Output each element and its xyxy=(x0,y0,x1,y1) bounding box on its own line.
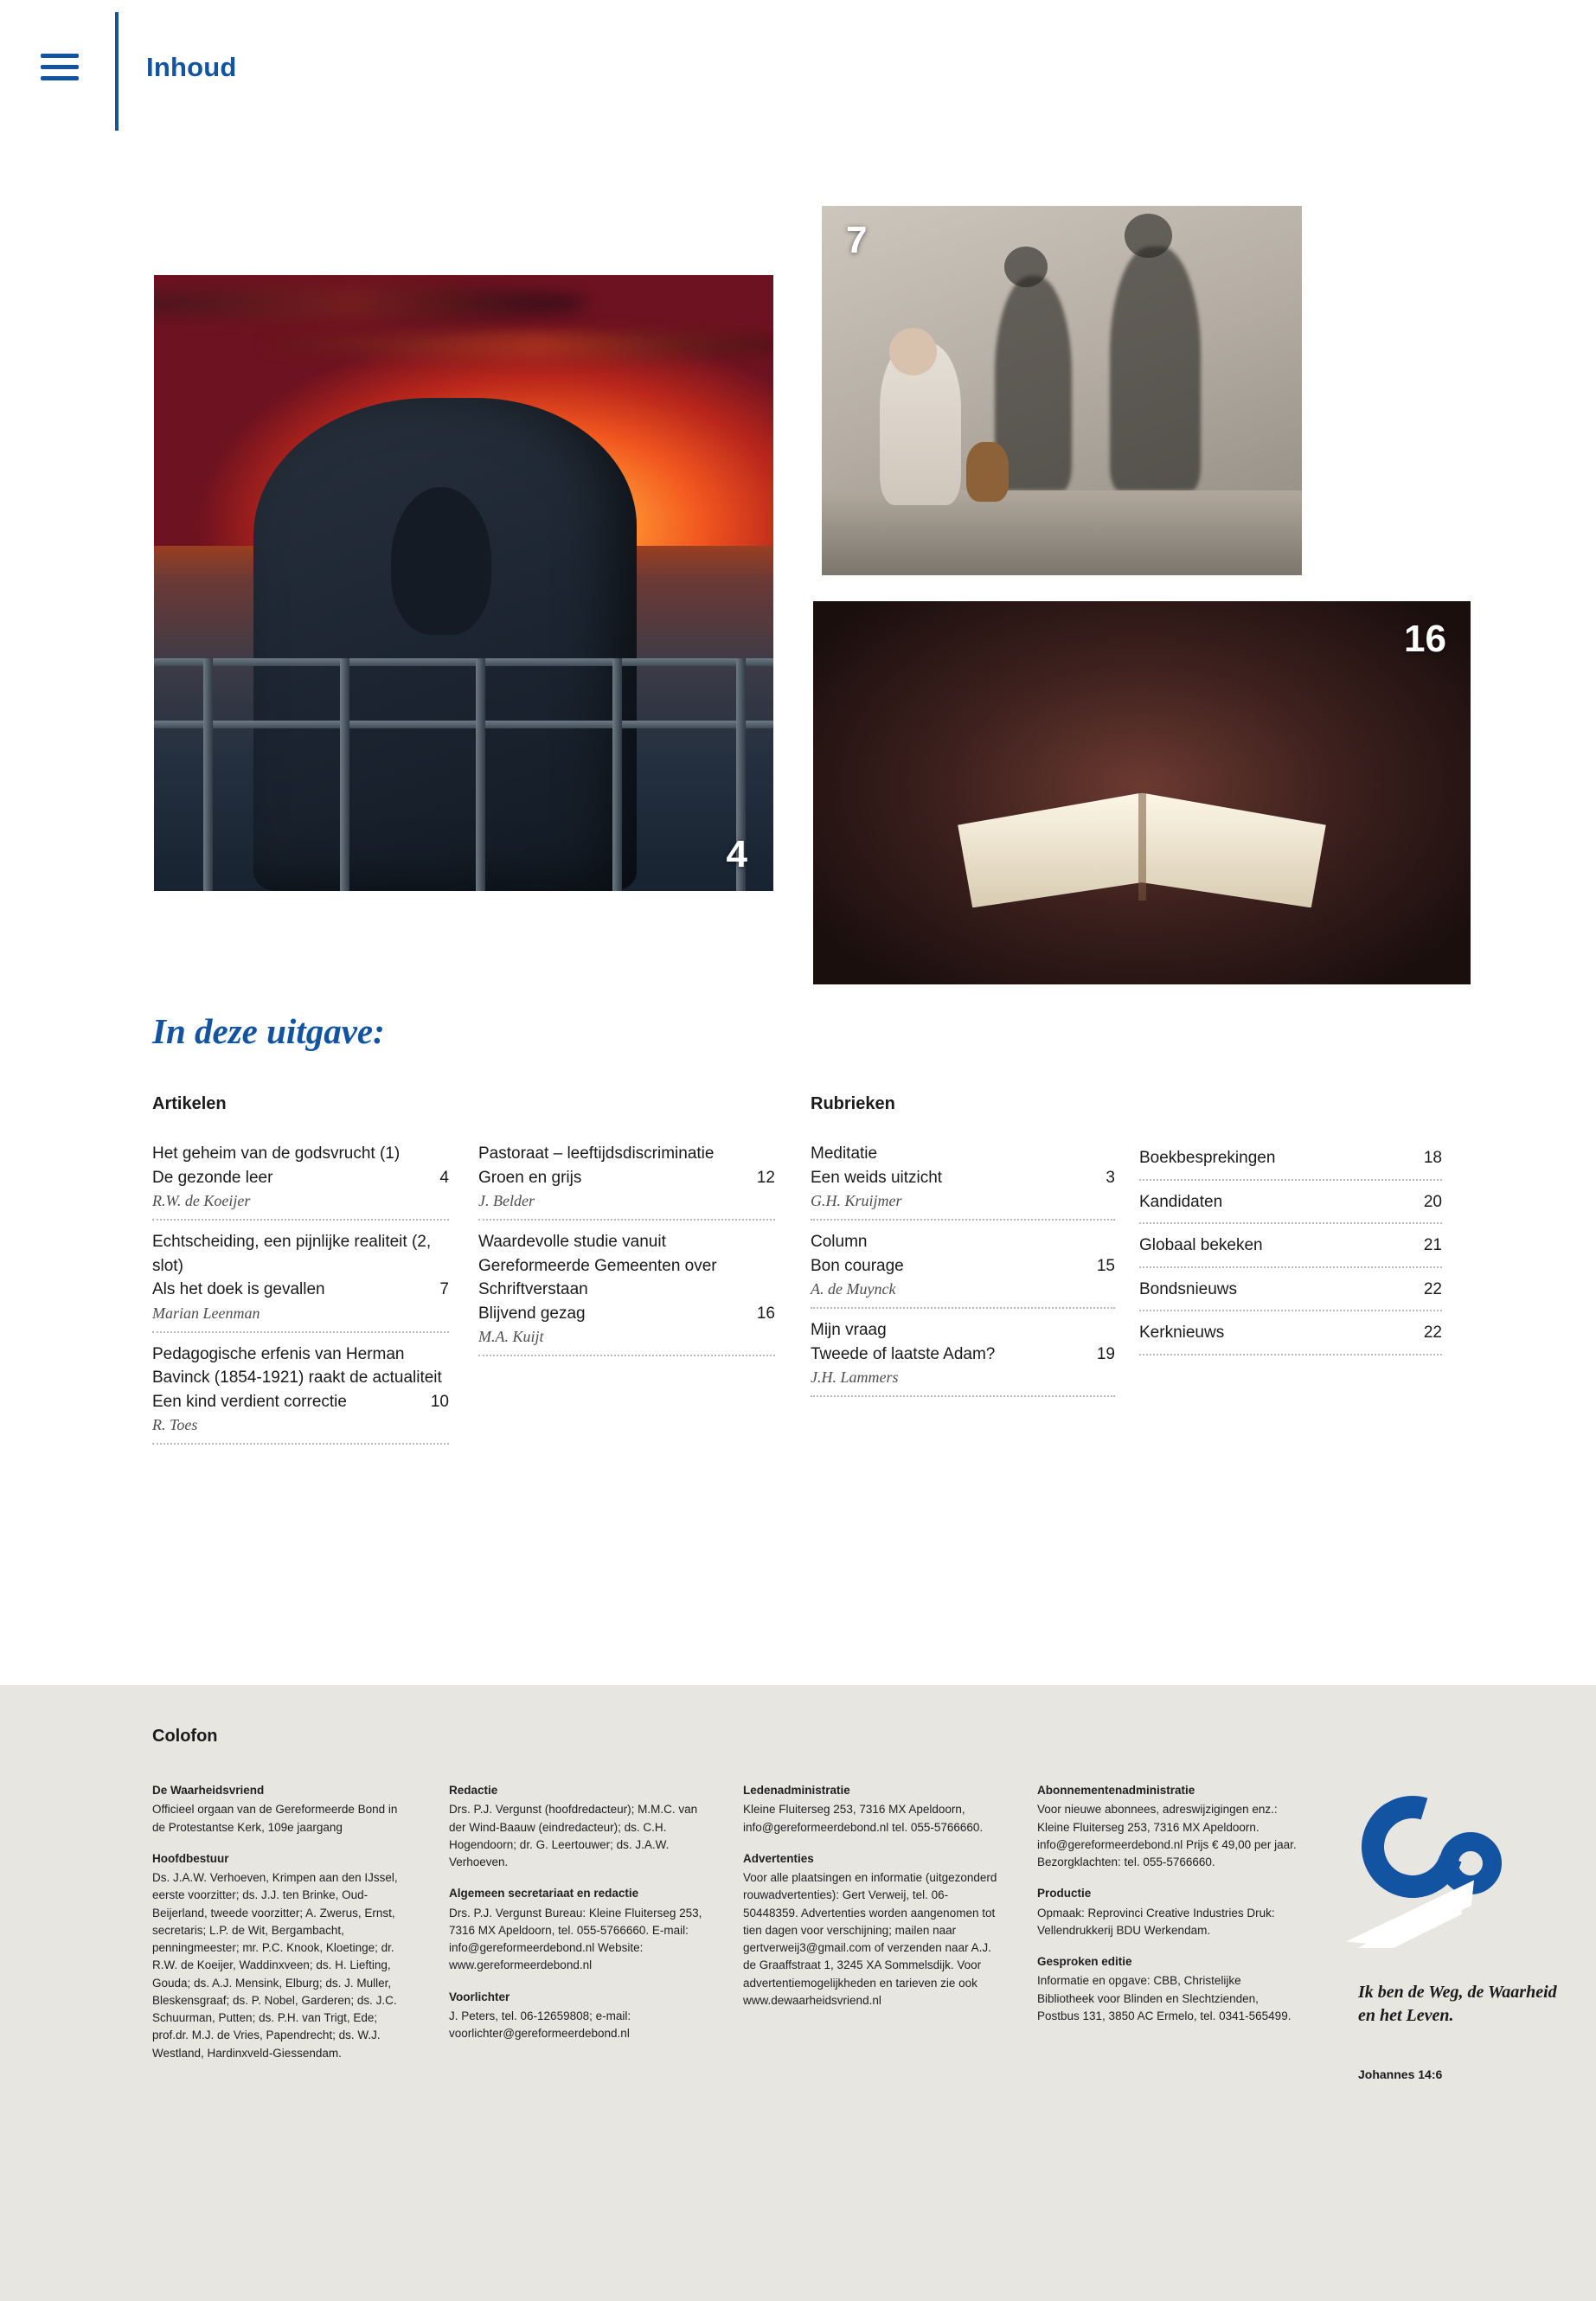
toc-title: Als het doek is gevallen xyxy=(152,1280,325,1299)
toc-author: J.H. Lammers xyxy=(811,1368,899,1387)
toc-entry[interactable] xyxy=(478,1230,775,1356)
toc-title: Kerknieuws xyxy=(1139,1324,1225,1343)
header-divider xyxy=(115,12,119,131)
toc-page: 18 xyxy=(1423,1149,1442,1167)
colophon-block-heading: Advertenties xyxy=(743,1851,814,1865)
colophon-column-3 xyxy=(743,1782,1003,2023)
colophon-block-body: Opmaak: Reprovinci Creative Industries Druk: Vellendrukkerij BDU Werkendam. xyxy=(1037,1906,1275,1937)
toc-entry[interactable] xyxy=(811,1230,1115,1309)
toc-author: M.A. Kuijt xyxy=(478,1328,544,1346)
toc-page: 16 xyxy=(756,1304,775,1323)
articles-column-1 xyxy=(152,1142,449,1454)
colophon-block-body: Voor alle plaatsingen en informatie (uitgezonderd rouwadvertenties): Gert Verweij, tel. 06-50448359. Advertenties worden aangenomen tot tien dagen voor verschijning; mailen naar gertverweij3@gmail.com of verzenden naar A.J. de Graaffstraat 1, 3245 XA Sommelsdijk. Voor advertentiemogelijkheden en tarieven zie ook www.dewaarheidsvriend.nl xyxy=(743,1871,997,2007)
toc-entry[interactable] xyxy=(1139,1234,1442,1268)
child-with-shadows-photo[interactable] xyxy=(822,206,1302,575)
colophon-block-heading: De Waarheidsvriend xyxy=(152,1784,265,1797)
toc-kicker: Meditatie xyxy=(811,1144,878,1163)
toc-page: 10 xyxy=(430,1392,449,1411)
toc-kicker: Waardevolle studie vanuit Gereformeerde Gemeenten over Schriftverstaan xyxy=(478,1233,717,1299)
toc-title: Een kind verdient correctie xyxy=(152,1392,347,1411)
toc-entry[interactable] xyxy=(1139,1146,1442,1181)
toc-kicker: Column xyxy=(811,1233,868,1252)
toc-entry[interactable] xyxy=(152,1343,449,1445)
articles-heading: Artikelen xyxy=(152,1094,227,1113)
colophon-heading: Colofon xyxy=(152,1727,218,1746)
colophon-block-body: Officieel orgaan van de Gereformeerde Bond in de Protestantse Kerk, 109e jaargang xyxy=(152,1803,398,1834)
toc-page: 21 xyxy=(1423,1236,1442,1255)
articles-column-2 xyxy=(478,1142,775,1366)
toc-page: 15 xyxy=(1096,1256,1115,1275)
toc-entry[interactable] xyxy=(811,1318,1115,1397)
toc-title: Bon courage xyxy=(811,1256,904,1275)
shadow-figure-right xyxy=(1110,247,1201,490)
railing xyxy=(154,632,773,891)
toc-title: Blijvend gezag xyxy=(478,1304,586,1323)
gereformeerde-bond-logo xyxy=(1349,1791,1522,1959)
book-spine xyxy=(1138,793,1146,901)
toc-page: 20 xyxy=(1423,1192,1442,1211)
colophon-block-heading: Ledenadministratie xyxy=(743,1784,850,1797)
sections-heading: Rubrieken xyxy=(811,1094,895,1113)
toc-author: R.W. de Koeijer xyxy=(152,1192,251,1210)
colophon-block-body: Drs. P.J. Vergunst Bureau: Kleine Fluiterseg 253, 7316 MX Apeldoorn, tel. 055-5766660. E-mail: info@gereformeerdebond.nl Website: www.gereformeerdebond.nl xyxy=(449,1906,702,1972)
toc-author: R. Toes xyxy=(152,1416,198,1434)
toc-kicker: Het geheim van de godsvrucht (1) xyxy=(152,1144,401,1163)
colophon-block-heading: Hoofdbestuur xyxy=(152,1851,229,1865)
toc-page: 4 xyxy=(439,1168,449,1187)
section-title: In deze uitgave: xyxy=(152,1011,385,1051)
shadow-head-right xyxy=(1125,214,1173,258)
toc-kicker: Pastoraat – leeftijdsdiscriminatie xyxy=(478,1144,715,1163)
photo-page-number: 4 xyxy=(726,833,747,875)
toc-title: Boekbesprekingen xyxy=(1139,1149,1276,1167)
bible-verse-reference: Johannes 14:6 xyxy=(1358,2067,1443,2081)
toc-title: De gezonde leer xyxy=(152,1168,273,1187)
toc-author: Marian Leenman xyxy=(152,1304,260,1322)
toc-page: 19 xyxy=(1096,1344,1115,1363)
colophon-block-body: Drs. P.J. Vergunst (hoofdredacteur); M.M.C. van der Wind-Baauw (eindredacteur); ds. C.H. Hogendoorn; dr. G. Leertouwer; ds. J.A.W. Verhoeven. xyxy=(449,1803,698,1868)
hamburger-icon[interactable] xyxy=(41,54,82,88)
toc-kicker: Mijn vraag xyxy=(811,1321,887,1340)
toc-page: 12 xyxy=(756,1168,775,1187)
toc-title: Globaal bekeken xyxy=(1139,1236,1263,1255)
colophon-block-heading: Voorlichter xyxy=(449,1990,510,2003)
page-header xyxy=(0,0,1596,151)
toc-entry[interactable] xyxy=(152,1142,449,1221)
colophon-block-heading: Abonnementenadministratie xyxy=(1037,1784,1195,1797)
colophon-block-body: Voor nieuwe abonnees, adreswijzigingen enz.: Kleine Fluiterseg 253, 7316 MX Apeldoorn. info@gereformeerdebond.nl Prijs € 49,00 per jaar. Bezorgklachten: tel. 055-5766660. xyxy=(1037,1803,1297,1868)
colophon-block-body: Kleine Fluiterseg 253, 7316 MX Apeldoorn, info@gereformeerdebond.nl tel. 055-5766660. xyxy=(743,1803,984,1834)
toc-entry[interactable] xyxy=(1139,1321,1442,1356)
toc-title: Tweede of laatste Adam? xyxy=(811,1344,996,1363)
sections-column-1 xyxy=(811,1142,1115,1407)
shadow-head-left xyxy=(1004,247,1048,287)
colophon-block-body: Informatie en opgave: CBB, Christelijke Bibliotheek voor Blinden en Slechtzienden, Postbus 131, 3850 AC Ermelo, tel. 0341-565499. xyxy=(1037,1974,1292,2022)
toc-page: 7 xyxy=(439,1280,449,1299)
sections-column-2 xyxy=(1139,1146,1442,1365)
colophon-block-body: J. Peters, tel. 06-12659808; e-mail: voorlichter@gereformeerdebond.nl xyxy=(449,2009,631,2040)
page-title: Inhoud xyxy=(146,52,237,82)
toc-title: Kandidaten xyxy=(1139,1192,1223,1211)
toc-entry[interactable] xyxy=(811,1142,1115,1221)
photo-page-number: 7 xyxy=(846,219,868,261)
toc-entry[interactable] xyxy=(478,1142,775,1221)
open-bible-photo[interactable] xyxy=(813,601,1471,984)
toc-title: Een weids uitzicht xyxy=(811,1168,943,1187)
toc-title: Bondsnieuws xyxy=(1139,1279,1238,1298)
toc-entry[interactable] xyxy=(1139,1190,1442,1225)
toc-entry[interactable] xyxy=(1139,1278,1442,1312)
woman-at-sunset-photo[interactable] xyxy=(154,275,773,891)
colophon-block-heading: Gesproken editie xyxy=(1037,1955,1132,1968)
teddy-bear xyxy=(966,442,1010,501)
colophon-block-heading: Productie xyxy=(1037,1887,1092,1900)
colophon-block-heading: Algemeen secretariaat en redactie xyxy=(449,1887,639,1900)
toc-kicker: Echtscheiding, een pijnlijke realiteit (2, slot) xyxy=(152,1233,432,1275)
colophon-column-1 xyxy=(152,1782,403,2076)
toc-entry[interactable] xyxy=(152,1230,449,1333)
colophon-column-4 xyxy=(1037,1782,1301,2039)
colophon-column-2 xyxy=(449,1782,708,2056)
photo-page-number: 16 xyxy=(1404,618,1446,660)
toc-author: G.H. Kruijmer xyxy=(811,1192,902,1210)
colophon-block-heading: Redactie xyxy=(449,1784,498,1797)
toc-kicker: Pedagogische erfenis van Herman Bavinck (1854-1921) raakt de actualiteit xyxy=(152,1344,442,1388)
toc-page: 22 xyxy=(1423,1279,1442,1298)
toc-author: A. de Muynck xyxy=(811,1280,896,1298)
toc-title: Groen en grijs xyxy=(478,1168,582,1187)
toc-author: J. Belder xyxy=(478,1192,535,1210)
colophon-block-body: Ds. J.A.W. Verhoeven, Krimpen aan den IJssel, eerste voorzitter; ds. J.J. ten Brinke, Oud-Beijerland, tweede voorzitter; A. Zwerus, Ernst, secretaris; L.P. de Wit, Bergambacht, penningmeester; mr. P.C. Knook, Kloetinge; dr. R.W. de Koeijer, Waddinxveen; ds. H. Liefting, Gouda; ds. A.J. Mensink, Elburg; ds. J. Muller, Bleskensgraaf; ds. P. Nobel, Garderen; ds. J.C. Schuurman, Putten; ds. P.H. van Trigt, Ede; prof.dr. M.J. de Vries, Papendrecht; ds. W.J. Westland, Hardinxveld-Giessendam. xyxy=(152,1871,398,2060)
toc-page: 3 xyxy=(1106,1168,1115,1187)
bible-verse-text: Ik ben de Weg, de Waarheid en het Leven. xyxy=(1358,1983,1557,2025)
toc-page: 22 xyxy=(1423,1324,1442,1343)
